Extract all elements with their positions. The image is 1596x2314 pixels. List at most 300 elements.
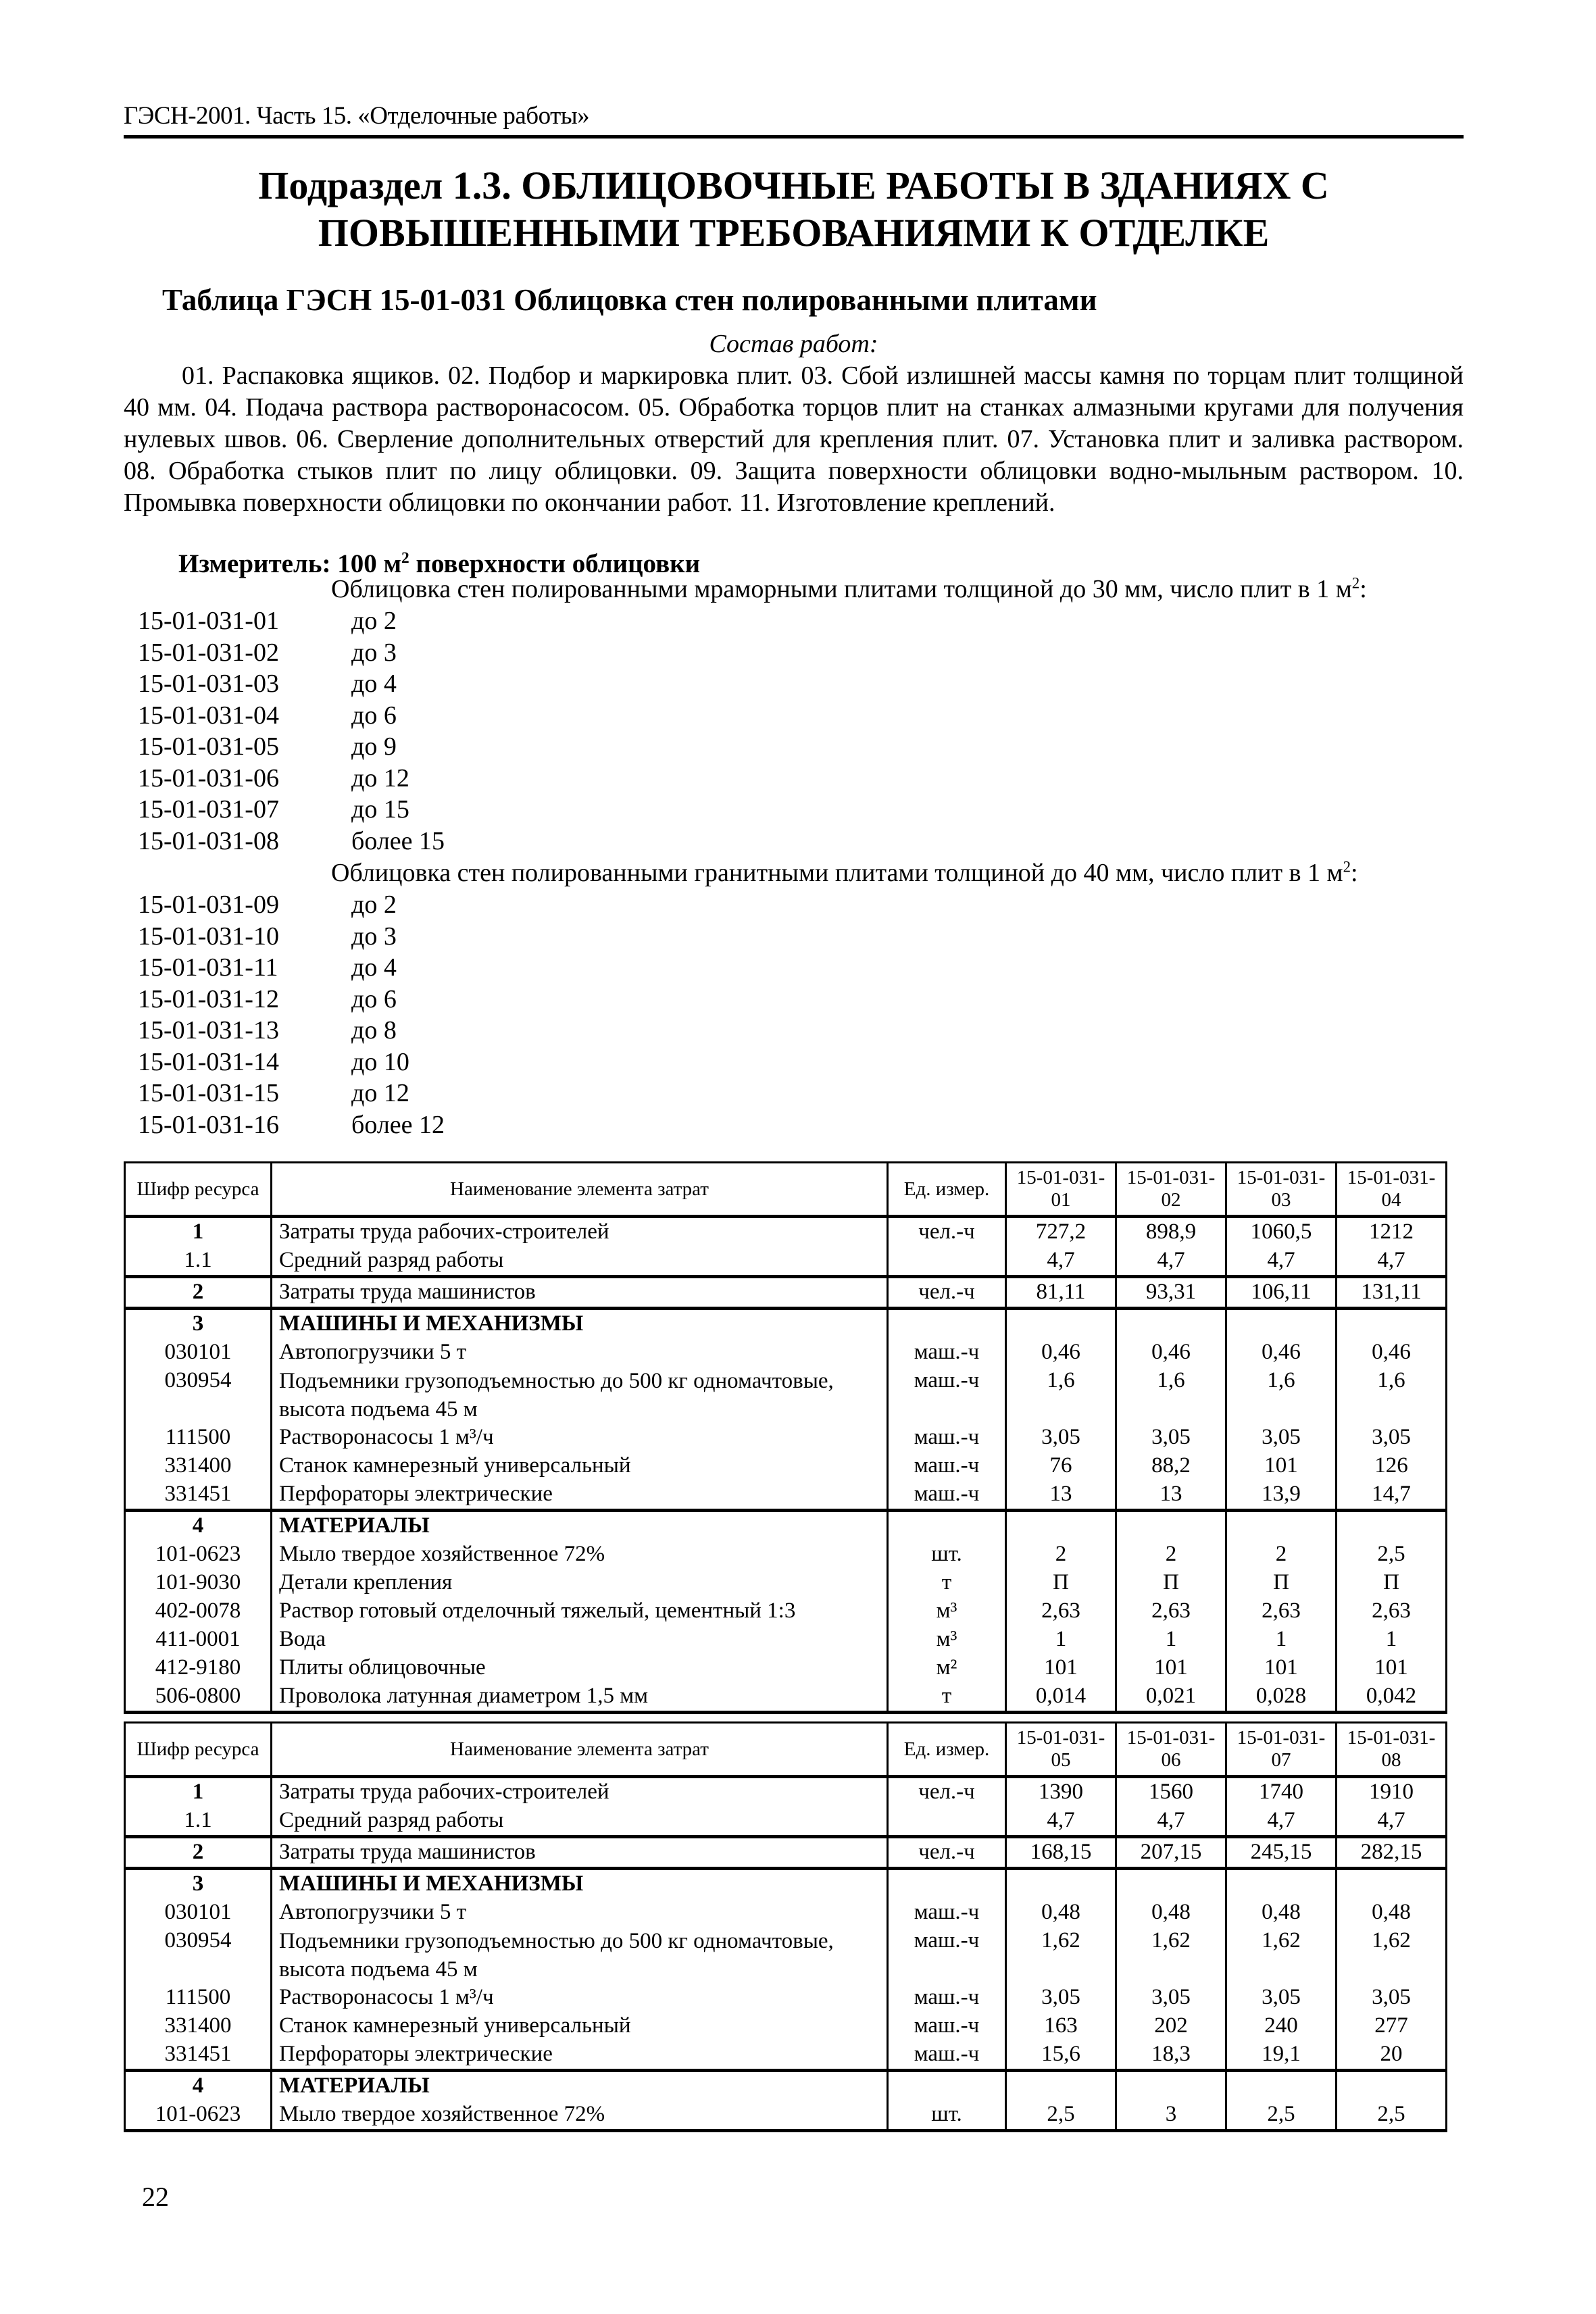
cell-resource-code: 111500 — [125, 1984, 272, 2012]
norm-code-description: более 12 — [351, 1110, 445, 1139]
cell-value: 1 — [1226, 1626, 1337, 1654]
header-resource-code: Шифр ресурса — [125, 1163, 272, 1217]
cell-value: 3,05 — [1226, 1424, 1337, 1452]
cell-resource-code: 4 — [125, 1511, 272, 1541]
cell-unit: маш.-ч — [888, 1338, 1006, 1367]
cell-resource-code: 030101 — [125, 1338, 272, 1367]
cell-cost-element-name: МАТЕРИАЛЫ — [272, 1511, 888, 1541]
cell-value — [1226, 2071, 1337, 2101]
cell-unit: чел.-ч — [888, 1837, 1006, 1869]
cell-cost-element-name: Затраты труда рабочих-строителей — [272, 1777, 888, 1807]
norm-code-row — [138, 605, 397, 637]
resource-table-2 — [124, 1721, 1447, 2132]
norm-code-description: до 10 — [351, 1047, 409, 1076]
norm-code-row — [138, 1015, 397, 1047]
cell-value — [1337, 1309, 1447, 1339]
table-row — [125, 1217, 1447, 1247]
cell-value: 126 — [1337, 1452, 1447, 1480]
cell-value: П — [1226, 1569, 1337, 1597]
composition-text: 01. Распаковка ящиков. 02. Подбор и маркировка плит. 03. Сбой излишней массы камня по торцам плит толщиной 40 мм. 04. Подача раствора растворонасосом. 05. Обработка торцов плит на станках алмазными кругами для получения нулевых швов. 06. Сверление дополнительных отверстий для крепления плит. 07. Установка плит и заливка раствором. 08. Обработка стыков плит по лицу облицовки. 09. Защита поверхности облицовки водно-мыльным раствором. 10. Промывка поверхности облицовки по окончании работ. 11. Изготовление креплений. — [124, 361, 1464, 517]
norm-code-description: до 4 — [351, 670, 397, 698]
norm-code: 15-01-031-01 — [138, 607, 279, 635]
cell-unit: чел.-ч — [888, 1777, 1006, 1807]
cell-unit: чел.-ч — [888, 1277, 1006, 1309]
group-heading-sup: 2 — [1343, 858, 1351, 876]
cell-value: 2,5 — [1226, 2101, 1337, 2131]
cell-value — [1116, 1309, 1226, 1339]
cell-value — [1337, 1511, 1447, 1541]
cell-value: 2,5 — [1006, 2101, 1116, 2131]
cell-value: 240 — [1226, 2012, 1337, 2040]
cell-unit: м² — [888, 1654, 1006, 1682]
cell-resource-code: 331400 — [125, 1452, 272, 1480]
cell-value: 20 — [1337, 2040, 1447, 2071]
norm-code: 15-01-031-11 — [138, 953, 278, 982]
cell-value: 3,05 — [1226, 1984, 1337, 2012]
norm-code-row — [138, 668, 397, 700]
cell-value: 0,46 — [1337, 1338, 1447, 1367]
norm-code-description: до 15 — [351, 795, 409, 824]
resource-table-1 — [124, 1161, 1447, 1714]
cell-value — [1226, 1869, 1337, 1899]
cell-value: 2,63 — [1006, 1597, 1116, 1626]
norm-code-description: до 8 — [351, 1016, 397, 1045]
norm-code: 15-01-031-06 — [138, 763, 279, 793]
norm-code: 15-01-031-09 — [138, 890, 279, 919]
cell-value: 76 — [1006, 1452, 1116, 1480]
cell-unit — [888, 1869, 1006, 1899]
cell-cost-element-name: Проволока латунная диаметром 1,5 мм — [272, 1682, 888, 1713]
cell-value: 0,48 — [1337, 1898, 1447, 1927]
page-number: 22 — [142, 2182, 169, 2212]
table-row — [125, 1626, 1447, 1654]
cell-value: 2 — [1006, 1540, 1116, 1569]
cell-cost-element-name: Подъемники грузоподъемностью до 500 кг одномачтовые, высота подъема 45 м — [272, 1367, 888, 1424]
cell-resource-code: 3 — [125, 1309, 272, 1339]
norm-code: 15-01-031-12 — [138, 984, 279, 1013]
norm-code-row — [138, 763, 409, 795]
cell-value: 4,7 — [1116, 1247, 1226, 1277]
cell-value: П — [1006, 1569, 1116, 1597]
table-row — [125, 1777, 1447, 1807]
cell-cost-element-name: МАТЕРИАЛЫ — [272, 2071, 888, 2101]
group-heading-text: Облицовка стен полированными мраморными плитами толщиной до 30 мм, число плит в 1 м — [331, 575, 1352, 603]
cell-resource-code: 1.1 — [125, 1247, 272, 1277]
cell-value: 2 — [1116, 1540, 1226, 1569]
cell-resource-code: 030954 — [125, 1927, 272, 1984]
cell-unit: м³ — [888, 1597, 1006, 1626]
cell-value: 13,9 — [1226, 1480, 1337, 1511]
cell-value — [1116, 2071, 1226, 2101]
cell-unit: маш.-ч — [888, 1367, 1006, 1424]
cell-resource-code: 101-0623 — [125, 2101, 272, 2131]
cell-value: 0,48 — [1226, 1898, 1337, 1927]
cell-unit: шт. — [888, 2101, 1006, 2131]
cell-value: 277 — [1337, 2012, 1447, 2040]
cell-value: 101 — [1226, 1452, 1337, 1480]
norm-code: 15-01-031-07 — [138, 795, 279, 824]
cell-unit: маш.-ч — [888, 1452, 1006, 1480]
header-norm-column: 15-01-031-02 — [1116, 1163, 1226, 1217]
cell-cost-element-name: Автопогрузчики 5 т — [272, 1898, 888, 1927]
cell-cost-element-name: Станок камнерезный универсальный — [272, 1452, 888, 1480]
norm-code-row — [138, 984, 397, 1015]
cell-value: 1,6 — [1116, 1367, 1226, 1424]
norm-code-row — [138, 1078, 409, 1109]
cell-value: 0,46 — [1116, 1338, 1226, 1367]
cell-value: 4,7 — [1116, 1807, 1226, 1837]
norm-code: 15-01-031-05 — [138, 732, 279, 761]
cell-value: 101 — [1226, 1654, 1337, 1682]
cell-resource-code: 331400 — [125, 2012, 272, 2040]
cell-value: 1060,5 — [1226, 1217, 1337, 1247]
table-row — [125, 1898, 1447, 1927]
cell-cost-element-name: Затраты труда рабочих-строителей — [272, 1217, 888, 1247]
cell-value: П — [1116, 1569, 1226, 1597]
cell-cost-element-name: Перфораторы электрические — [272, 1480, 888, 1511]
cell-value: 727,2 — [1006, 1217, 1116, 1247]
cell-value: 168,15 — [1006, 1837, 1116, 1869]
meter-label-text: Измеритель: 100 м — [178, 549, 402, 578]
cell-value: 81,11 — [1006, 1277, 1116, 1309]
norm-code-description: до 2 — [351, 607, 397, 635]
table-row — [125, 1247, 1447, 1277]
norm-code: 15-01-031-15 — [138, 1079, 279, 1107]
cell-resource-code: 1.1 — [125, 1807, 272, 1837]
cell-unit — [888, 1511, 1006, 1541]
cell-cost-element-name: Мыло твердое хозяйственное 72% — [272, 1540, 888, 1569]
cell-value: 1390 — [1006, 1777, 1116, 1807]
norm-code: 15-01-031-14 — [138, 1047, 279, 1076]
cell-value: 1 — [1006, 1626, 1116, 1654]
norm-code: 15-01-031-16 — [138, 1110, 279, 1139]
header-norm-column: 15-01-031-05 — [1006, 1723, 1116, 1777]
norm-code: 15-01-031-08 — [138, 826, 279, 855]
cell-value: 0,46 — [1226, 1338, 1337, 1367]
header-norm-column: 15-01-031-04 — [1337, 1163, 1447, 1217]
cell-value: 101 — [1337, 1654, 1447, 1682]
cell-resource-code: 2 — [125, 1837, 272, 1869]
cell-cost-element-name: Станок камнерезный универсальный — [272, 2012, 888, 2040]
cell-value: 0,021 — [1116, 1682, 1226, 1713]
header-norm-column: 15-01-031-01 — [1006, 1163, 1116, 1217]
cell-value — [1226, 1511, 1337, 1541]
norm-code-description: до 6 — [351, 701, 397, 730]
running-head: ГЭСН-2001. Часть 15. «Отделочные работы» — [124, 102, 590, 130]
cell-cost-element-name: Подъемники грузоподъемностью до 500 кг одномачтовые, высота подъема 45 м — [272, 1927, 888, 1984]
cell-value — [1226, 1309, 1337, 1339]
table-row — [125, 1869, 1447, 1899]
cell-value: 1,62 — [1006, 1927, 1116, 1984]
cell-value: 1,6 — [1226, 1367, 1337, 1424]
table-row — [125, 1597, 1447, 1626]
cell-unit: м³ — [888, 1626, 1006, 1654]
cell-cost-element-name: Растворонасосы 1 м³/ч — [272, 1424, 888, 1452]
cell-value: 202 — [1116, 2012, 1226, 2040]
table-row — [125, 1309, 1447, 1339]
cell-value: 93,31 — [1116, 1277, 1226, 1309]
header-unit: Ед. измер. — [888, 1723, 1006, 1777]
table-row — [125, 1367, 1447, 1424]
cell-resource-code: 101-0623 — [125, 1540, 272, 1569]
cell-cost-element-name: МАШИНЫ И МЕХАНИЗМЫ — [272, 1869, 888, 1899]
cell-cost-element-name: Мыло твердое хозяйственное 72% — [272, 2101, 888, 2131]
composition-label: Состав работ: — [709, 330, 878, 358]
table-row — [125, 1682, 1447, 1713]
header-resource-code: Шифр ресурса — [125, 1723, 272, 1777]
cell-resource-code: 3 — [125, 1869, 272, 1899]
cell-value: 18,3 — [1116, 2040, 1226, 2071]
cell-value: 4,7 — [1226, 1247, 1337, 1277]
cell-resource-code: 331451 — [125, 1480, 272, 1511]
table-row — [125, 2040, 1447, 2071]
meter-label-rest: поверхности облицовки — [409, 549, 701, 578]
header-norm-column: 15-01-031-06 — [1116, 1723, 1226, 1777]
cell-resource-code: 1 — [125, 1777, 272, 1807]
table-row — [125, 1807, 1447, 1837]
cell-unit — [888, 1807, 1006, 1837]
cell-cost-element-name: Средний разряд работы — [272, 1807, 888, 1837]
cell-resource-code: 412-9180 — [125, 1654, 272, 1682]
cell-cost-element-name: Перфораторы электрические — [272, 2040, 888, 2071]
cell-value: 19,1 — [1226, 2040, 1337, 2071]
norm-code: 15-01-031-10 — [138, 922, 279, 951]
cell-value — [1116, 1869, 1226, 1899]
cell-unit: маш.-ч — [888, 2040, 1006, 2071]
table-row — [125, 1927, 1447, 1984]
group-heading — [331, 574, 1367, 604]
table-row — [125, 2101, 1447, 2131]
table-row — [125, 1984, 1447, 2012]
cell-value: 2 — [1226, 1540, 1337, 1569]
cell-value: 1910 — [1337, 1777, 1447, 1807]
cell-value: 1740 — [1226, 1777, 1337, 1807]
table-row — [125, 1277, 1447, 1309]
cell-value — [1337, 2071, 1447, 2101]
cell-unit: маш.-ч — [888, 1480, 1006, 1511]
table-title: Таблица ГЭСН 15-01-031 Облицовка стен полированными плитами — [162, 283, 1097, 317]
norm-code-description: до 12 — [351, 763, 409, 793]
cell-resource-code: 030101 — [125, 1898, 272, 1927]
cell-value: 1,62 — [1116, 1927, 1226, 1984]
cell-value: 13 — [1006, 1480, 1116, 1511]
norm-code: 15-01-031-04 — [138, 701, 279, 730]
norm-code-description: до 6 — [351, 984, 397, 1013]
section-title-line-1: Подраздел 1.3. ОБЛИЦОВОЧНЫЕ РАБОТЫ В ЗДАНИЯХ С — [258, 164, 1329, 207]
cell-value: 3,05 — [1116, 1424, 1226, 1452]
cell-unit — [888, 2071, 1006, 2101]
table-row — [125, 1424, 1447, 1452]
meter-label-sup: 2 — [401, 549, 409, 567]
cell-value: 0,46 — [1006, 1338, 1116, 1367]
cell-value: 1 — [1337, 1626, 1447, 1654]
cell-value: 1,6 — [1337, 1367, 1447, 1424]
cell-unit: маш.-ч — [888, 1424, 1006, 1452]
cell-cost-element-name: Затраты труда машинистов — [272, 1277, 888, 1309]
cell-value: 88,2 — [1116, 1452, 1226, 1480]
cell-value — [1006, 1511, 1116, 1541]
cell-resource-code: 402-0078 — [125, 1597, 272, 1626]
section-title-line-2: ПОВЫШЕННЫМИ ТРЕБОВАНИЯМИ К ОТДЕЛКЕ — [318, 211, 1270, 255]
table-header-row — [125, 1163, 1447, 1217]
cell-value: 101 — [1006, 1654, 1116, 1682]
cell-value: 2,5 — [1337, 1540, 1447, 1569]
cell-resource-code: 030954 — [125, 1367, 272, 1424]
cell-value: 3,05 — [1337, 1424, 1447, 1452]
cell-cost-element-name: Детали крепления — [272, 1569, 888, 1597]
cell-cost-element-name: Вода — [272, 1626, 888, 1654]
norm-code-description: до 2 — [351, 890, 397, 919]
header-norm-column: 15-01-031-03 — [1226, 1163, 1337, 1217]
table-row — [125, 1511, 1447, 1541]
cell-value: 106,11 — [1226, 1277, 1337, 1309]
cell-unit — [888, 1247, 1006, 1277]
table-header-row — [125, 1723, 1447, 1777]
norm-code-row — [138, 826, 445, 857]
cell-unit: маш.-ч — [888, 1927, 1006, 1984]
norm-code-row — [138, 794, 409, 826]
cell-value: 898,9 — [1116, 1217, 1226, 1247]
cell-value: 3,05 — [1006, 1984, 1116, 2012]
table-row — [125, 2012, 1447, 2040]
cell-unit: шт. — [888, 1540, 1006, 1569]
cell-cost-element-name: Автопогрузчики 5 т — [272, 1338, 888, 1367]
header-cost-element-name: Наименование элемента затрат — [272, 1723, 888, 1777]
cell-value: 2,63 — [1116, 1597, 1226, 1626]
cell-value: 4,7 — [1006, 1247, 1116, 1277]
cell-resource-code: 4 — [125, 2071, 272, 2101]
cell-value: 163 — [1006, 2012, 1116, 2040]
cell-value — [1006, 1309, 1116, 1339]
cell-value: 0,042 — [1337, 1682, 1447, 1713]
cell-value: 1560 — [1116, 1777, 1226, 1807]
header-unit: Ед. измер. — [888, 1163, 1006, 1217]
norm-code-description: до 9 — [351, 732, 397, 761]
cell-value: 282,15 — [1337, 1837, 1447, 1869]
norm-code-description: до 3 — [351, 922, 397, 951]
norm-code-row — [138, 1109, 445, 1141]
cell-cost-element-name: Плиты облицовочные — [272, 1654, 888, 1682]
norm-code-description: до 4 — [351, 953, 397, 982]
header-norm-column: 15-01-031-08 — [1337, 1723, 1447, 1777]
table-row — [125, 1452, 1447, 1480]
cell-unit: маш.-ч — [888, 2012, 1006, 2040]
table-row — [125, 2071, 1447, 2101]
table-row — [125, 1540, 1447, 1569]
section-title — [124, 162, 1464, 257]
cell-value: 1212 — [1337, 1217, 1447, 1247]
cell-value: 3 — [1116, 2101, 1226, 2131]
cell-resource-code: 101-9030 — [125, 1569, 272, 1597]
norm-code: 15-01-031-13 — [138, 1016, 279, 1045]
cell-value: П — [1337, 1569, 1447, 1597]
cell-value: 1,6 — [1006, 1367, 1116, 1424]
cell-unit: чел.-ч — [888, 1217, 1006, 1247]
cell-value: 3,05 — [1337, 1984, 1447, 2012]
cell-cost-element-name: Затраты труда машинистов — [272, 1837, 888, 1869]
cell-unit: т — [888, 1682, 1006, 1713]
cell-value: 0,48 — [1006, 1898, 1116, 1927]
norm-code-row — [138, 731, 397, 763]
cell-value: 14,7 — [1337, 1480, 1447, 1511]
cell-cost-element-name: Средний разряд работы — [272, 1247, 888, 1277]
cell-value: 4,7 — [1337, 1807, 1447, 1837]
cell-value: 13 — [1116, 1480, 1226, 1511]
cell-value: 4,7 — [1337, 1247, 1447, 1277]
cell-cost-element-name: Раствор готовый отделочный тяжелый, цементный 1:3 — [272, 1597, 888, 1626]
norm-code-row — [138, 700, 397, 732]
norm-code-row — [138, 921, 397, 953]
header-cost-element-name: Наименование элемента затрат — [272, 1163, 888, 1217]
cell-resource-code: 331451 — [125, 2040, 272, 2071]
table-row — [125, 1654, 1447, 1682]
cell-cost-element-name: Растворонасосы 1 м³/ч — [272, 1984, 888, 2012]
norm-code-row — [138, 952, 397, 984]
cell-value — [1006, 2071, 1116, 2101]
cell-value: 1,62 — [1337, 1927, 1447, 1984]
cell-unit: маш.-ч — [888, 1984, 1006, 2012]
cell-resource-code: 2 — [125, 1277, 272, 1309]
group-heading-text: Облицовка стен полированными гранитными плитами толщиной до 40 мм, число плит в 1 м — [331, 859, 1343, 887]
cell-value: 2,5 — [1337, 2101, 1447, 2131]
group-heading-tail: : — [1350, 859, 1358, 887]
cell-resource-code: 506-0800 — [125, 1682, 272, 1713]
table-row — [125, 1480, 1447, 1511]
cell-value: 1,62 — [1226, 1927, 1337, 1984]
cell-value: 0,014 — [1006, 1682, 1116, 1713]
cell-value: 245,15 — [1226, 1837, 1337, 1869]
norm-code: 15-01-031-03 — [138, 670, 279, 698]
cell-value: 2,63 — [1226, 1597, 1337, 1626]
cell-value: 3,05 — [1006, 1424, 1116, 1452]
cell-resource-code: 111500 — [125, 1424, 272, 1452]
norm-code: 15-01-031-02 — [138, 638, 279, 667]
cell-value: 0,48 — [1116, 1898, 1226, 1927]
table-row — [125, 1338, 1447, 1367]
table-row — [125, 1837, 1447, 1869]
group-heading — [331, 858, 1358, 888]
cell-value: 101 — [1116, 1654, 1226, 1682]
cell-value: 0,028 — [1226, 1682, 1337, 1713]
cell-value — [1116, 1511, 1226, 1541]
cell-value — [1006, 1869, 1116, 1899]
norm-code-description: до 3 — [351, 638, 397, 667]
norm-code-description: до 12 — [351, 1079, 409, 1107]
cell-cost-element-name: МАШИНЫ И МЕХАНИЗМЫ — [272, 1309, 888, 1339]
cell-unit — [888, 1309, 1006, 1339]
cell-unit: маш.-ч — [888, 1898, 1006, 1927]
group-heading-tail: : — [1360, 575, 1367, 603]
group-heading-sup: 2 — [1351, 574, 1360, 592]
cell-value: 15,6 — [1006, 2040, 1116, 2071]
cell-value: 1 — [1116, 1626, 1226, 1654]
norm-code-row — [138, 637, 397, 669]
norm-code-row — [138, 889, 397, 921]
norm-code-description: более 15 — [351, 826, 445, 855]
cell-value: 4,7 — [1006, 1807, 1116, 1837]
header-norm-column: 15-01-031-07 — [1226, 1723, 1337, 1777]
cell-value: 131,11 — [1337, 1277, 1447, 1309]
table-row — [125, 1569, 1447, 1597]
cell-resource-code: 411-0001 — [125, 1626, 272, 1654]
cell-resource-code: 1 — [125, 1217, 272, 1247]
cell-value: 4,7 — [1226, 1807, 1337, 1837]
norm-code-row — [138, 1047, 409, 1078]
cell-value: 3,05 — [1116, 1984, 1226, 2012]
cell-value: 2,63 — [1337, 1597, 1447, 1626]
cell-value — [1337, 1869, 1447, 1899]
cell-unit: т — [888, 1569, 1006, 1597]
